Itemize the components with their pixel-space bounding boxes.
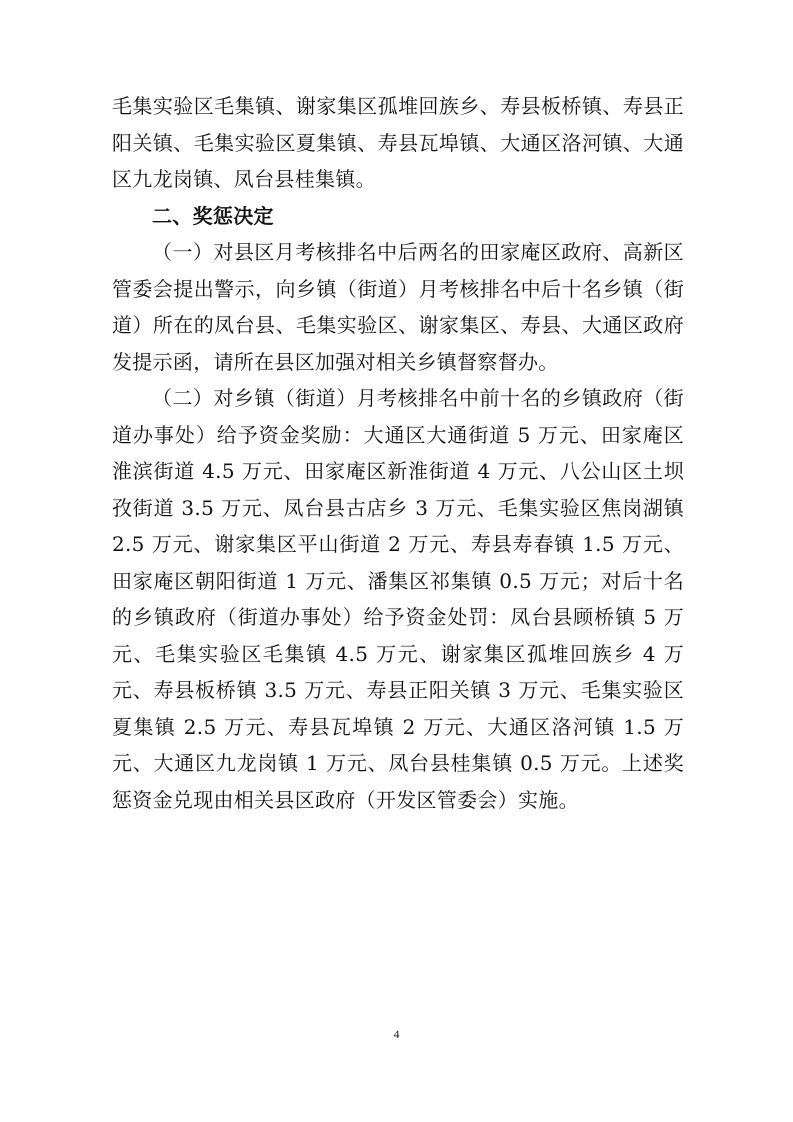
reward-penalty-paragraph: （二）对乡镇（街道）月考核排名中前十名的乡镇政府（街道办事处）给予资金奖励：大通区大通街道 5 万元、田家庵区淮滨街道 4.5 万元、田家庵区新淮街道 4 万元、八公山区土坝孜街道 3.5 万元、凤台县古店乡 3 万元、毛集实验区焦岗湖镇 2.5 万元、谢家集区平山街道 2 万元、寿县寿春镇 1.5 万元、田家庵区朝阳街道 1 万元、潘集区祁集镇 0.5 万元；对后十名的乡镇政府（街道办事处）给予资金处罚：凤台县顾桥镇 5 万元、毛集实验区毛集镇 4.5 万元、谢家集区孤堆回族乡 4 万元、寿县板桥镇 3.5 万元、寿县正阳关镇 3 万元、毛集实验区夏集镇 2.5 万元、寿县瓦埠镇 2 万元、大通区洛河镇 1.5 万元、大通区九龙岗镇 1 万元、凤台县桂集镇 0.5 万元。上述奖惩资金兑现由相关县区政府（开发区管委会）实施。 <box>112 386 684 812</box>
continued-paragraph: 毛集实验区毛集镇、谢家集区孤堆回族乡、寿县板桥镇、寿县正阳关镇、毛集实验区夏集镇、寿县瓦埠镇、大通区洛河镇、大通区九龙岗镇、凤台县桂集镇。 <box>112 94 684 191</box>
warning-paragraph: （一）对县区月考核排名中后两名的田家庵区政府、高新区管委会提出警示，向乡镇（街道）月考核排名中后十名乡镇（街道）所在的凤台县、毛集实验区、谢家集区、寿县、大通区政府发提示函，请所在县区加强对相关乡镇督察督办。 <box>112 240 684 374</box>
document-body <box>112 88 684 818</box>
page-number: 4 <box>393 1027 400 1041</box>
section-heading: 二、奖惩决定 <box>152 203 274 228</box>
